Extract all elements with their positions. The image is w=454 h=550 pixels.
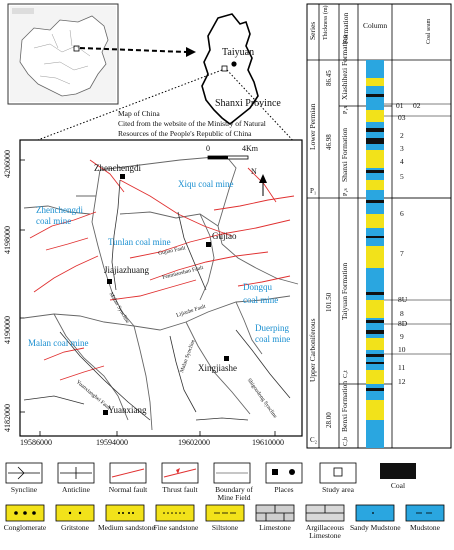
fault-gujiao: Gujiao Fault (157, 245, 187, 257)
thickness-benxi: 28.00 (325, 412, 333, 428)
x-tick-2: 19594000 (96, 438, 128, 447)
formation-code-p1s: P₁s (343, 188, 349, 196)
syncline-malan-1: Malan Syncline (107, 291, 131, 325)
seam-4: 4 (400, 157, 404, 166)
legend-limestone: Limestone (259, 523, 291, 532)
seam-10: 10 (398, 345, 406, 354)
formation-code-c2t: C₂t (343, 370, 349, 378)
legend-boundary: Boundary of Mine Field (215, 485, 253, 502)
seam-11: 11 (398, 363, 406, 372)
y-tick-4: 4182000 (3, 404, 12, 432)
seam-01: 01 (396, 101, 404, 110)
mine-zhenchengdi-1: Zhenchengdi (36, 205, 83, 215)
seam-8u: 8U (398, 295, 408, 304)
place-marker-gujiao (206, 242, 211, 247)
y-tick-2: 4198000 (3, 226, 12, 254)
seam-5: 5 (400, 172, 404, 181)
legend-normal-fault: Normal fault (108, 485, 148, 494)
seam-7: 7 (400, 249, 404, 258)
legend-coal-swatch (380, 463, 416, 479)
seam-6: 6 (400, 209, 404, 218)
north-label: N (251, 167, 257, 176)
legend-fine-sandstone: Fine sandstone (153, 523, 199, 532)
legend-places: Places (274, 485, 294, 494)
thickness-shanxi: 46.98 (325, 134, 333, 150)
seam-02: 02 (413, 101, 421, 110)
inset-caption-3: Resources of the People's Republic of China (118, 129, 252, 138)
mine-xiqu: Xiqu coal mine (178, 179, 234, 189)
formation-shanxi: Shanxi Formation (340, 128, 349, 182)
legend-mudstone: Mudstone (410, 523, 440, 532)
mine-zhenchengdi-2: coal mine (36, 216, 72, 226)
seam-9: 9 (400, 332, 404, 341)
mine-duerping-2: coal mine (255, 334, 291, 344)
legend-medium-sandstone: Medium sandstone (98, 523, 155, 532)
seam-03: 03 (398, 113, 406, 122)
legend-syncline: Syncline (10, 485, 38, 494)
formation-taiyuan: Taiyuan Formation (340, 262, 349, 320)
x-tick-4: 19610000 (252, 438, 284, 447)
mine-dongqu-2: coal mine (243, 295, 279, 305)
formation-code-p1x: P₁x (343, 105, 349, 114)
mine-duerping-1: Duerping (255, 323, 289, 333)
seam-8: 8 (400, 309, 404, 318)
seam-2: 2 (400, 131, 404, 140)
formation-code-c2b: C₂b (343, 436, 349, 446)
x-tick-3: 19602000 (178, 438, 210, 447)
place-marker-xingjiashe (224, 356, 229, 361)
mine-dongqu-1: Dongqu (243, 282, 272, 292)
legend-thrust-fault: Thrust fault (162, 485, 198, 494)
formation-benxi: Benxi Formation (340, 380, 349, 432)
place-yuanxiang: Yuanxiang (108, 405, 147, 415)
thickness-taiyuan: 101.50 (325, 292, 333, 312)
seam-12: 12 (398, 377, 406, 386)
legend-anticline: Anticline (62, 485, 90, 494)
legend-gritstone: Gritstone (61, 523, 89, 532)
fault-fenmiaoshan: Fenmiaoshan Fault (161, 264, 204, 281)
syncline-shigoudong: Shigoudong Syncline (245, 377, 278, 420)
header-column: Column (363, 21, 388, 30)
header-formation: Formation (341, 12, 350, 44)
series-lower-permian: Lower Permian (308, 103, 317, 150)
taiyuan-label: Taiyuan (222, 47, 255, 58)
series-upper-carboniferous: Upper Carboniferous (308, 318, 317, 382)
legend-argillaceous-limestone: Argillaceous Limestone (305, 523, 345, 540)
place-gujiao: Gujiao (212, 231, 237, 241)
scale-4km: 4Km (242, 144, 258, 153)
header-series: Series (308, 21, 317, 40)
legend-siltstone: Siltstone (211, 523, 239, 532)
legend-coal: Coal (390, 481, 406, 490)
legend (0, 460, 454, 550)
seam-8d: 8D (398, 319, 408, 328)
place-marker-jiajiazhuang (107, 279, 112, 284)
header-thickness: Thickness (m) (323, 5, 329, 40)
legend-study-area: Study area (322, 485, 354, 494)
mine-malan: Malan coal mine (28, 338, 89, 348)
x-tick-1: 19586000 (20, 438, 52, 447)
thickness-xiashihezi: 86.45 (325, 70, 333, 86)
strat-column (306, 0, 454, 460)
place-marker-zhenchengdi (120, 174, 125, 179)
syncline-malan-2: Malan Syncline (179, 339, 197, 374)
inset-caption-2: Cited from the website of the Ministry of Natural (118, 119, 266, 128)
header-coal-seam: Coal seam (426, 18, 432, 44)
legend-sandy-mudstone: Sandy Mudstone (350, 523, 401, 532)
mine-tunlan: Tunlan coal mine (108, 237, 171, 247)
formation-xiashihezi: Xiashihezi Formation (340, 34, 349, 100)
inset-caption-1: Map of China (118, 109, 160, 118)
place-zhenchengdi: Zhenchengdi (94, 163, 141, 173)
series-code-c2: C₂ (310, 436, 318, 444)
y-tick-1: 4206000 (3, 150, 12, 178)
place-xingjiashe: Xingjiashe (198, 363, 237, 373)
scale-zero: 0 (206, 144, 210, 153)
y-tick-3: 4190000 (3, 316, 12, 344)
seam-3: 3 (400, 144, 404, 153)
fault-yuanxiangbei: Yuanxiangbei Fault (74, 379, 112, 412)
shanxi-label: Shanxi Province (215, 98, 281, 109)
fault-lijiashe: Lijiashe Fault (175, 303, 207, 319)
legend-conglomerate: Conglomerate (3, 523, 47, 532)
series-code-p1: P₁ (310, 187, 317, 195)
place-jiajiazhuang: Jiajiazhuang (104, 265, 149, 275)
